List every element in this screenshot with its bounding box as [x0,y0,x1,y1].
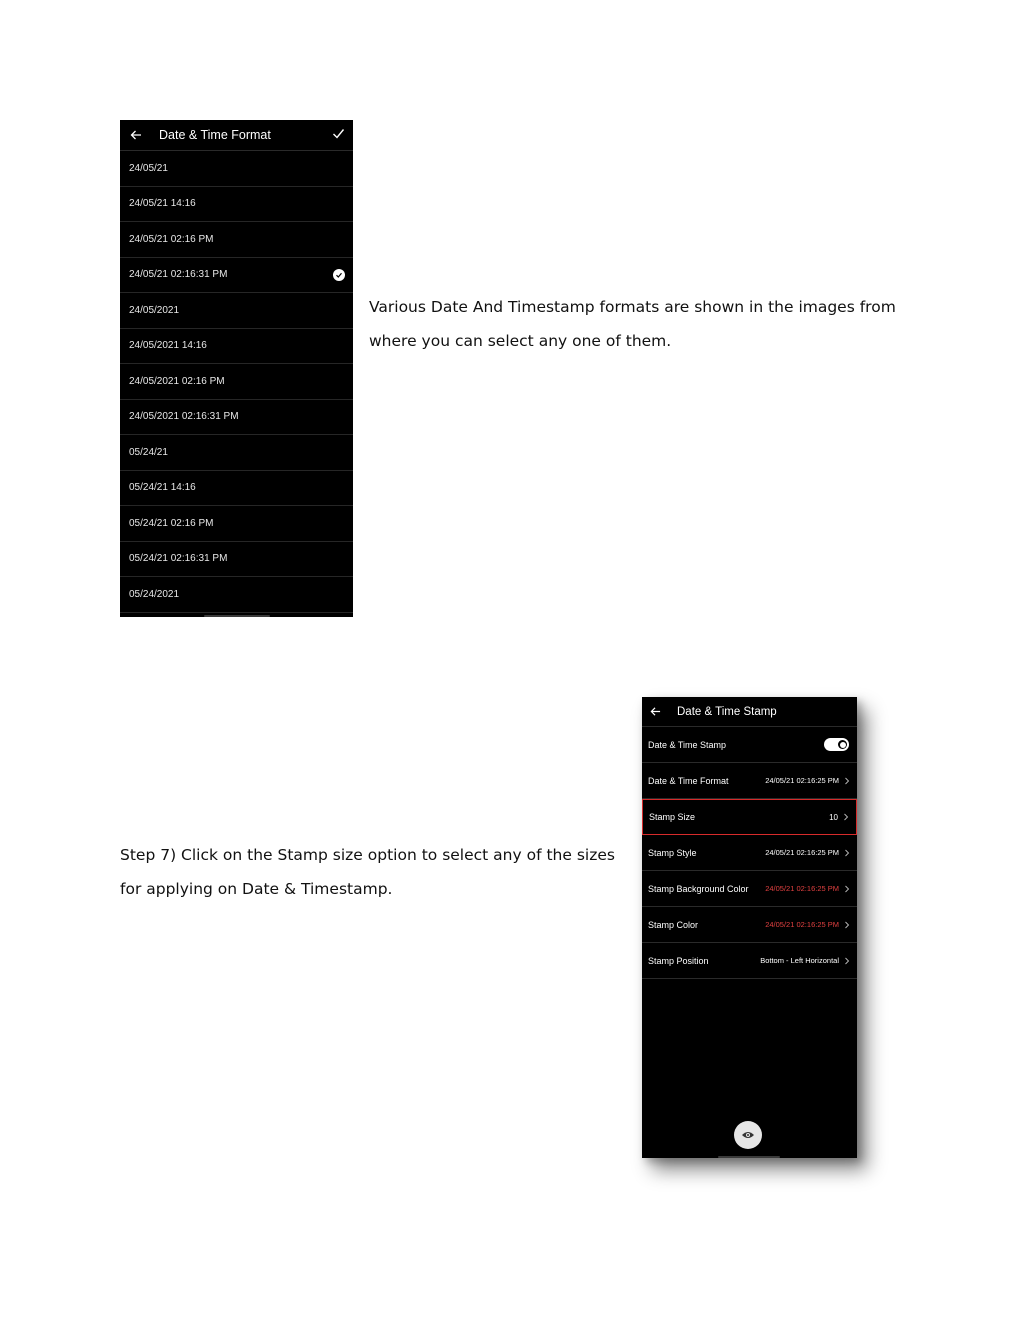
stamp-style-label: Stamp Style [648,847,697,858]
format-option[interactable] [120,187,353,223]
format-option[interactable] [120,542,353,578]
stamp-screen-title: Date & Time Stamp [677,705,777,718]
home-indicator [718,1156,780,1158]
arrow-left-icon[interactable] [649,705,662,718]
preview-button[interactable] [734,1121,762,1149]
stamp-background-color-label: Stamp Background Color [648,883,749,894]
date-time-format-screenshot [120,120,353,617]
format-option-label: 24/05/2021 02:16 PM [129,375,225,387]
format-option[interactable] [120,577,353,613]
format-option-label: 05/24/21 [129,446,168,458]
chevron-right-icon [843,921,851,929]
date-time-format-value: 24/05/21 02:16:25 PM [765,776,839,785]
format-option[interactable] [120,364,353,400]
stamp-background-color-row[interactable] [642,871,857,907]
stamp-toggle-row[interactable] [642,727,857,763]
stamp-position-row[interactable] [642,943,857,979]
format-option[interactable] [120,293,353,329]
check-icon[interactable] [332,127,345,140]
format-option[interactable] [120,400,353,436]
format-option-label: 24/05/21 02:16 PM [129,233,214,245]
format-option[interactable] [120,151,353,187]
stamp-toggle-label: Date & Time Stamp [648,739,727,750]
chevron-right-icon [843,885,851,893]
stamp-size-value: 10 [829,812,838,822]
format-app-bar [120,120,353,151]
home-indicator [204,615,270,617]
chevron-right-icon [843,777,851,785]
stamp-color-value: 24/05/21 02:16:25 PM [765,920,839,929]
format-option-label: 05/24/21 02:16:31 PM [129,553,228,565]
stamp-position-label: Stamp Position [648,955,709,966]
format-option-label: 05/24/21 14:16 [129,482,196,494]
chevron-right-icon [842,813,850,821]
format-list [120,151,353,613]
format-option[interactable] [120,329,353,365]
stamp-position-value: Bottom - Left Horizontal [760,956,839,965]
stamp-color-row[interactable] [642,907,857,943]
stamp-size-label: Stamp Size [649,812,696,822]
stamp-color-label: Stamp Color [648,919,699,930]
format-option-label: 24/05/2021 02:16:31 PM [129,411,239,423]
stamp-style-row[interactable] [642,835,857,871]
format-screen-title: Date & Time Format [159,128,271,142]
chevron-right-icon [843,957,851,965]
format-option[interactable] [120,435,353,471]
eye-icon [741,1130,755,1140]
formats-description: Various Date And Timestamp formats are shown in the images from where you can select any one of them. [369,298,896,350]
stamp-style-value: 24/05/21 02:16:25 PM [765,848,839,857]
stamp-size-row[interactable] [642,799,857,835]
format-option-label: 24/05/21 02:16:31 PM [129,269,228,281]
selected-check-icon [333,269,345,281]
chevron-right-icon [843,849,851,857]
stamp-toggle-switch[interactable] [824,738,849,751]
date-time-stamp-screenshot [642,697,857,1158]
format-option[interactable] [120,506,353,542]
format-option-label: 24/05/21 14:16 [129,198,196,210]
format-option-label: 05/24/2021 [129,588,180,600]
stamp-background-color-value: 24/05/21 02:16:25 PM [765,884,839,893]
format-option-label: 24/05/21 [129,162,168,174]
format-option-label: 05/24/21 02:16 PM [129,517,214,529]
format-option[interactable] [120,222,353,258]
format-option-label: 24/05/2021 14:16 [129,340,207,352]
stamp-app-bar [642,697,857,727]
arrow-left-icon[interactable] [129,128,143,142]
format-option[interactable] [120,258,353,294]
date-time-format-label: Date & Time Format [648,775,729,786]
format-option[interactable] [120,471,353,507]
step-7-description: Step 7) Click on the Stamp size option to select any of the sizes for applying on Date & Timestamp. [120,846,615,898]
date-time-format-row[interactable] [642,763,857,799]
format-option-label: 24/05/2021 [129,304,180,316]
